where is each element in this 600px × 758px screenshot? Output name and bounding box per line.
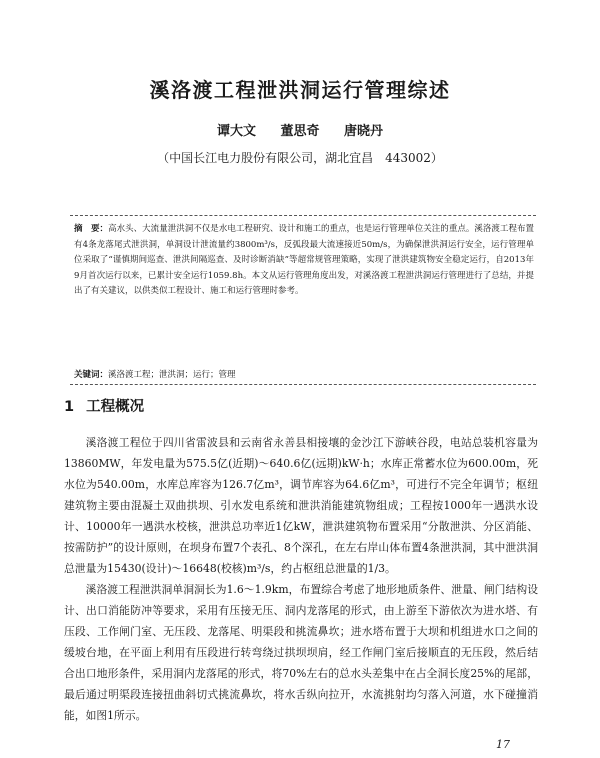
section-number: 1 — [64, 399, 75, 415]
affiliation: （中国长江电力股份有限公司，湖北宜昌 443002） — [157, 151, 443, 165]
keywords-label: 关键词： — [74, 370, 109, 380]
author-name: 董思奇 — [280, 124, 320, 139]
abstract-block — [74, 222, 534, 300]
body-paragraph: 溪洛渡工程位于四川省雷波县和云南省永善县相接壤的金沙江下游峡谷段，电站总装机容量为13860MW，年发电量为575.5亿(近期)～640.6亿(远期)kW·h；水库正常蓄水位为600.00m，死水位为540.00m，水库总库容为126.7亿m³，调节库容为64.6亿m³，可进行不完全年调节；枢纽建筑物主要由混凝土双曲拱坝、引水发电系统和泄洪消能建筑物组成；工程按1000年一遇洪水设计、10000年一遇洪水校核，泄洪总功率近1亿kW，泄洪建筑物布置采用“分散泄洪、分区消能、按需防护”的设计原则，在坝身布置7个表孔、8个深孔，在左右岸山体布置4条泄洪洞，其中泄洪洞总泄量为15430(设计)～16648(校核)m³/s，约占枢纽总泄量的1/3。 — [64, 436, 538, 575]
paper-title: 溪洛渡工程泄洪洞运行管理综述 — [149, 78, 451, 102]
body-paragraph: 溪洛渡工程泄洪洞单洞洞长为1.6～1.9km，布置综合考虑了地形地质条件、泄量、闸门结构设计、出口消能防冲等要求，采用有压接无压、洞内龙落尾的形式，由上游至下游依次为进水塔、有压段、工作闸门室、无压段、龙落尾、明渠段和挑流鼻坎；进水塔布置于大坝和机组进水口之间的缓坡台地，在平面上利用有压段进行转弯绕过拱坝坝肩，经工作闸门室后接顺直的无压段，然后结合出口地形条件，采用洞内龙落尾的形式，将70%左右的总水头差集中在占全洞长度25%的尾部，最后通过明渠段连接扭曲斜切式挑流鼻坎，将水舌纵向拉开，水流挑射均匀落入河道，水下碰撞消能，如图1所示。 — [64, 583, 538, 722]
keywords-block — [74, 368, 534, 380]
keywords-text: 溪洛渡工程；泄洪洞；运行；管理 — [108, 370, 236, 380]
abstract-text: 高水头、大流量泄洪洞不仅是水电工程研究、设计和施工的重点，也是运行管理单位关注的重点。溪洛渡工程布置有4条龙落尾式泄洪洞，单洞设计泄流量约3800m³/s，反弧段最大流速接近50m/s，为确保泄洪洞运行安全，运行管理单位采取了“谨慎期间巡查、泄洪间隔巡查、及时诊断消缺”等超常规管理策略，实现了泄洪建筑物安全稳定运行，自2013年9月首次运行以来，已累计安全运行1059.8h。本文从运行管理角度出发，对溪洛渡工程泄洪洞运行管理进行了总结，并提出了有关建议，以供类似工程设计、施工和运行管理时参考。 — [74, 224, 534, 297]
section-heading — [64, 395, 144, 416]
abstract-top-divider — [70, 215, 536, 216]
section-title: 工程概况 — [86, 399, 145, 415]
author-list — [0, 120, 600, 139]
author-name: 唐晓丹 — [344, 124, 384, 139]
abstract-label: 摘 要： — [74, 224, 109, 234]
page-number: 17 — [496, 738, 510, 751]
author-name: 谭大文 — [216, 124, 256, 139]
abstract-bottom-divider — [70, 384, 536, 385]
